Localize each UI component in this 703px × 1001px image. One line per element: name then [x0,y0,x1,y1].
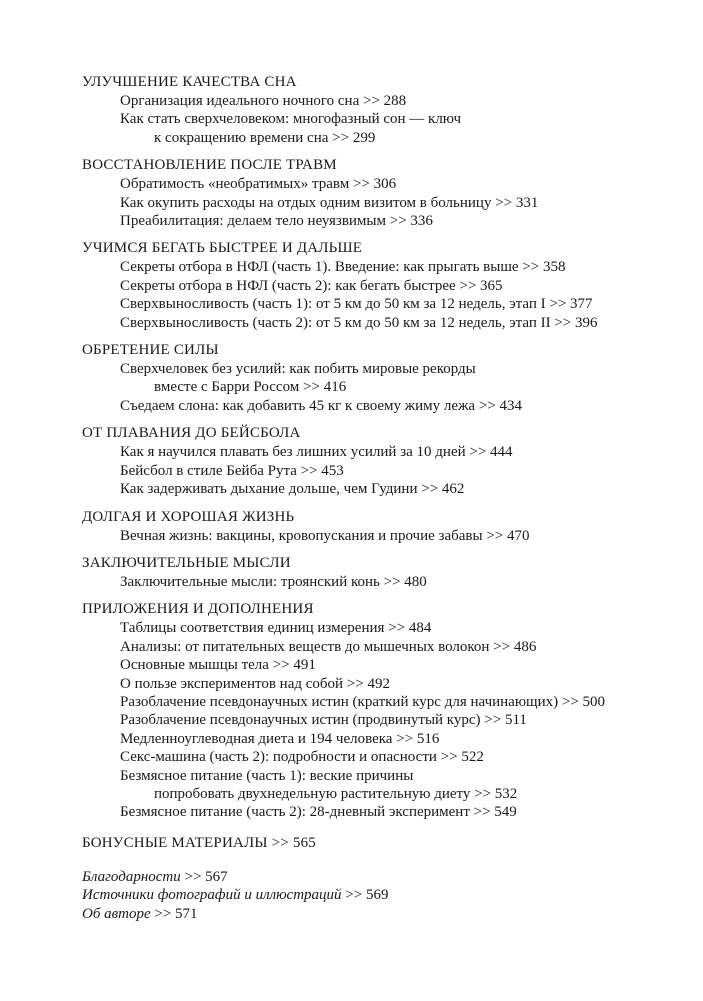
entry-text-continued: попробовать двухнедельную растительную диету >> 532 [154,785,518,802]
toc-entry [82,803,682,821]
section-title: УЛУЧШЕНИЕ КАЧЕСТВА СНА [82,74,297,90]
toc-entry [82,277,682,295]
back-matter-item [82,886,682,905]
entry-text: Как стать сверхчеловеком: многофазный сон — ключ [120,111,461,128]
toc-entry [82,175,682,193]
entry-text: Основные мышцы тела >> 491 [120,657,316,674]
entry-text: Анализы: от питательных веществ до мышечных волокон >> 486 [120,638,537,655]
toc-entry [82,693,682,711]
toc-entry [82,314,682,332]
back-matter-page: >> 567 [184,868,228,885]
back-matter-page: >> 569 [345,887,389,904]
back-matter-list [82,868,682,924]
section-title: ЗАКЛЮЧИТЕЛЬНЫЕ МЫСЛИ [82,554,291,571]
section-title: ОБРЕТЕНИЕ СИЛЫ [82,342,219,359]
back-matter-item [82,868,682,887]
toc-section [82,508,682,545]
entry-text: Как задерживать дыхание дольше, чем Гудини >> 462 [120,481,465,498]
table-of-contents [82,73,682,924]
entry-text: Организация идеального ночного сна >> 288 [120,93,407,109]
toc-sections [82,73,682,822]
toc-section [82,424,682,498]
entry-text-continued: вместе с Барри Россом >> 416 [154,379,347,396]
entry-text: Сверхвыносливость (часть 1): от 5 км до 50 км за 12 недель, этап I >> 377 [120,296,593,313]
toc-section [82,156,682,230]
bonus-materials-heading: БОНУСНЫЕ МАТЕРИАЛЫ >> 565 [82,834,316,851]
back-matter-item [82,905,682,924]
entry-text: Медленноуглеводная диета и 194 человека >> 516 [120,730,440,747]
entry-text: Безмясное питание (часть 1): веские причины [120,767,414,784]
entry-text-continued: к сокращению времени сна >> 299 [154,129,376,146]
entry-text: Сверхчеловек без усилий: как побить мировые рекорды [120,361,476,378]
toc-entry [82,480,682,498]
toc-entry [82,110,682,147]
toc-entry [82,462,682,480]
back-matter-title: Источники фотографий и иллюстраций [82,887,342,904]
toc-entry [82,212,682,230]
entry-text: Преабилитация: делаем тело неуязвимым >> 336 [120,213,433,230]
toc-entry [82,443,682,461]
entry-text: Секреты отбора в НФЛ (часть 2): как бегать быстрее >> 365 [120,277,503,294]
toc-section [82,73,682,147]
toc-entry [82,573,682,591]
entry-text: Съедаем слона: как добавить 45 кг к своему жиму лежа >> 434 [120,397,523,414]
toc-section [82,341,682,415]
entry-text: Секс-машина (часть 2): подробности и опасности >> 522 [120,749,484,766]
toc-entry [82,675,682,693]
entry-text: Сверхвыносливость (часть 2): от 5 км до 50 км за 12 недель, этап II >> 396 [120,314,598,331]
toc-entry [82,194,682,212]
section-title: УЧИМСЯ БЕГАТЬ БЫСТРЕЕ И ДАЛЬШЕ [82,240,363,257]
toc-entry [82,527,682,545]
section-title: ДОЛГАЯ И ХОРОШАЯ ЖИЗНЬ [82,508,295,525]
toc-entry [82,397,682,415]
entry-text: Разоблачение псевдонаучных истин (краткий курс для начинающих) >> 500 [120,693,606,710]
toc-entry [82,711,682,729]
toc-entry [82,360,682,397]
entry-text: Заключительные мысли: троянский конь >> 480 [120,573,427,590]
entry-text: Обратимость «необратимых» травм >> 306 [120,176,397,193]
toc-entry [82,258,682,276]
entry-text: Бейсбол в стиле Бейба Рута >> 453 [120,462,344,479]
section-title: ВОССТАНОВЛЕНИЕ ПОСЛЕ ТРАВМ [82,157,337,174]
entry-text: Безмясное питание (часть 2): 28-дневный эксперимент >> 549 [120,804,517,821]
entry-text: Секреты отбора в НФЛ (часть 1). Введение: как прыгать выше >> 358 [120,259,566,276]
entry-text: Как я научился плавать без лишних усилий за 10 дней >> 444 [120,444,513,461]
toc-entry [82,767,682,804]
entry-text: О пользе экспериментов над собой >> 492 [120,675,390,692]
toc-entry [82,656,682,674]
toc-section [82,239,682,332]
toc-entry [82,748,682,766]
toc-entry [82,295,682,313]
toc-entry [82,638,682,656]
entry-text: Разоблачение псевдонаучных истин (продвинутый курс) >> 511 [120,712,527,729]
section-title: ПРИЛОЖЕНИЯ И ДОПОЛНЕНИЯ [82,601,314,618]
back-matter-page: >> 571 [154,905,198,922]
toc-section [82,600,682,821]
entry-text: Как окупить расходы на отдых одним визитом в больницу >> 331 [120,194,539,211]
back-matter-title: Об авторе [82,905,151,922]
toc-entry [82,92,682,110]
toc-entry [82,730,682,748]
toc-entry [82,619,682,637]
back-matter-title: Благодарности [82,868,181,885]
toc-section [82,554,682,591]
entry-text: Вечная жизнь: вакцины, кровопускания и прочие забавы >> 470 [120,527,530,544]
section-title: ОТ ПЛАВАНИЯ ДО БЕЙСБОЛА [82,425,301,442]
entry-text: Таблицы соответствия единиц измерения >> 484 [120,620,432,637]
